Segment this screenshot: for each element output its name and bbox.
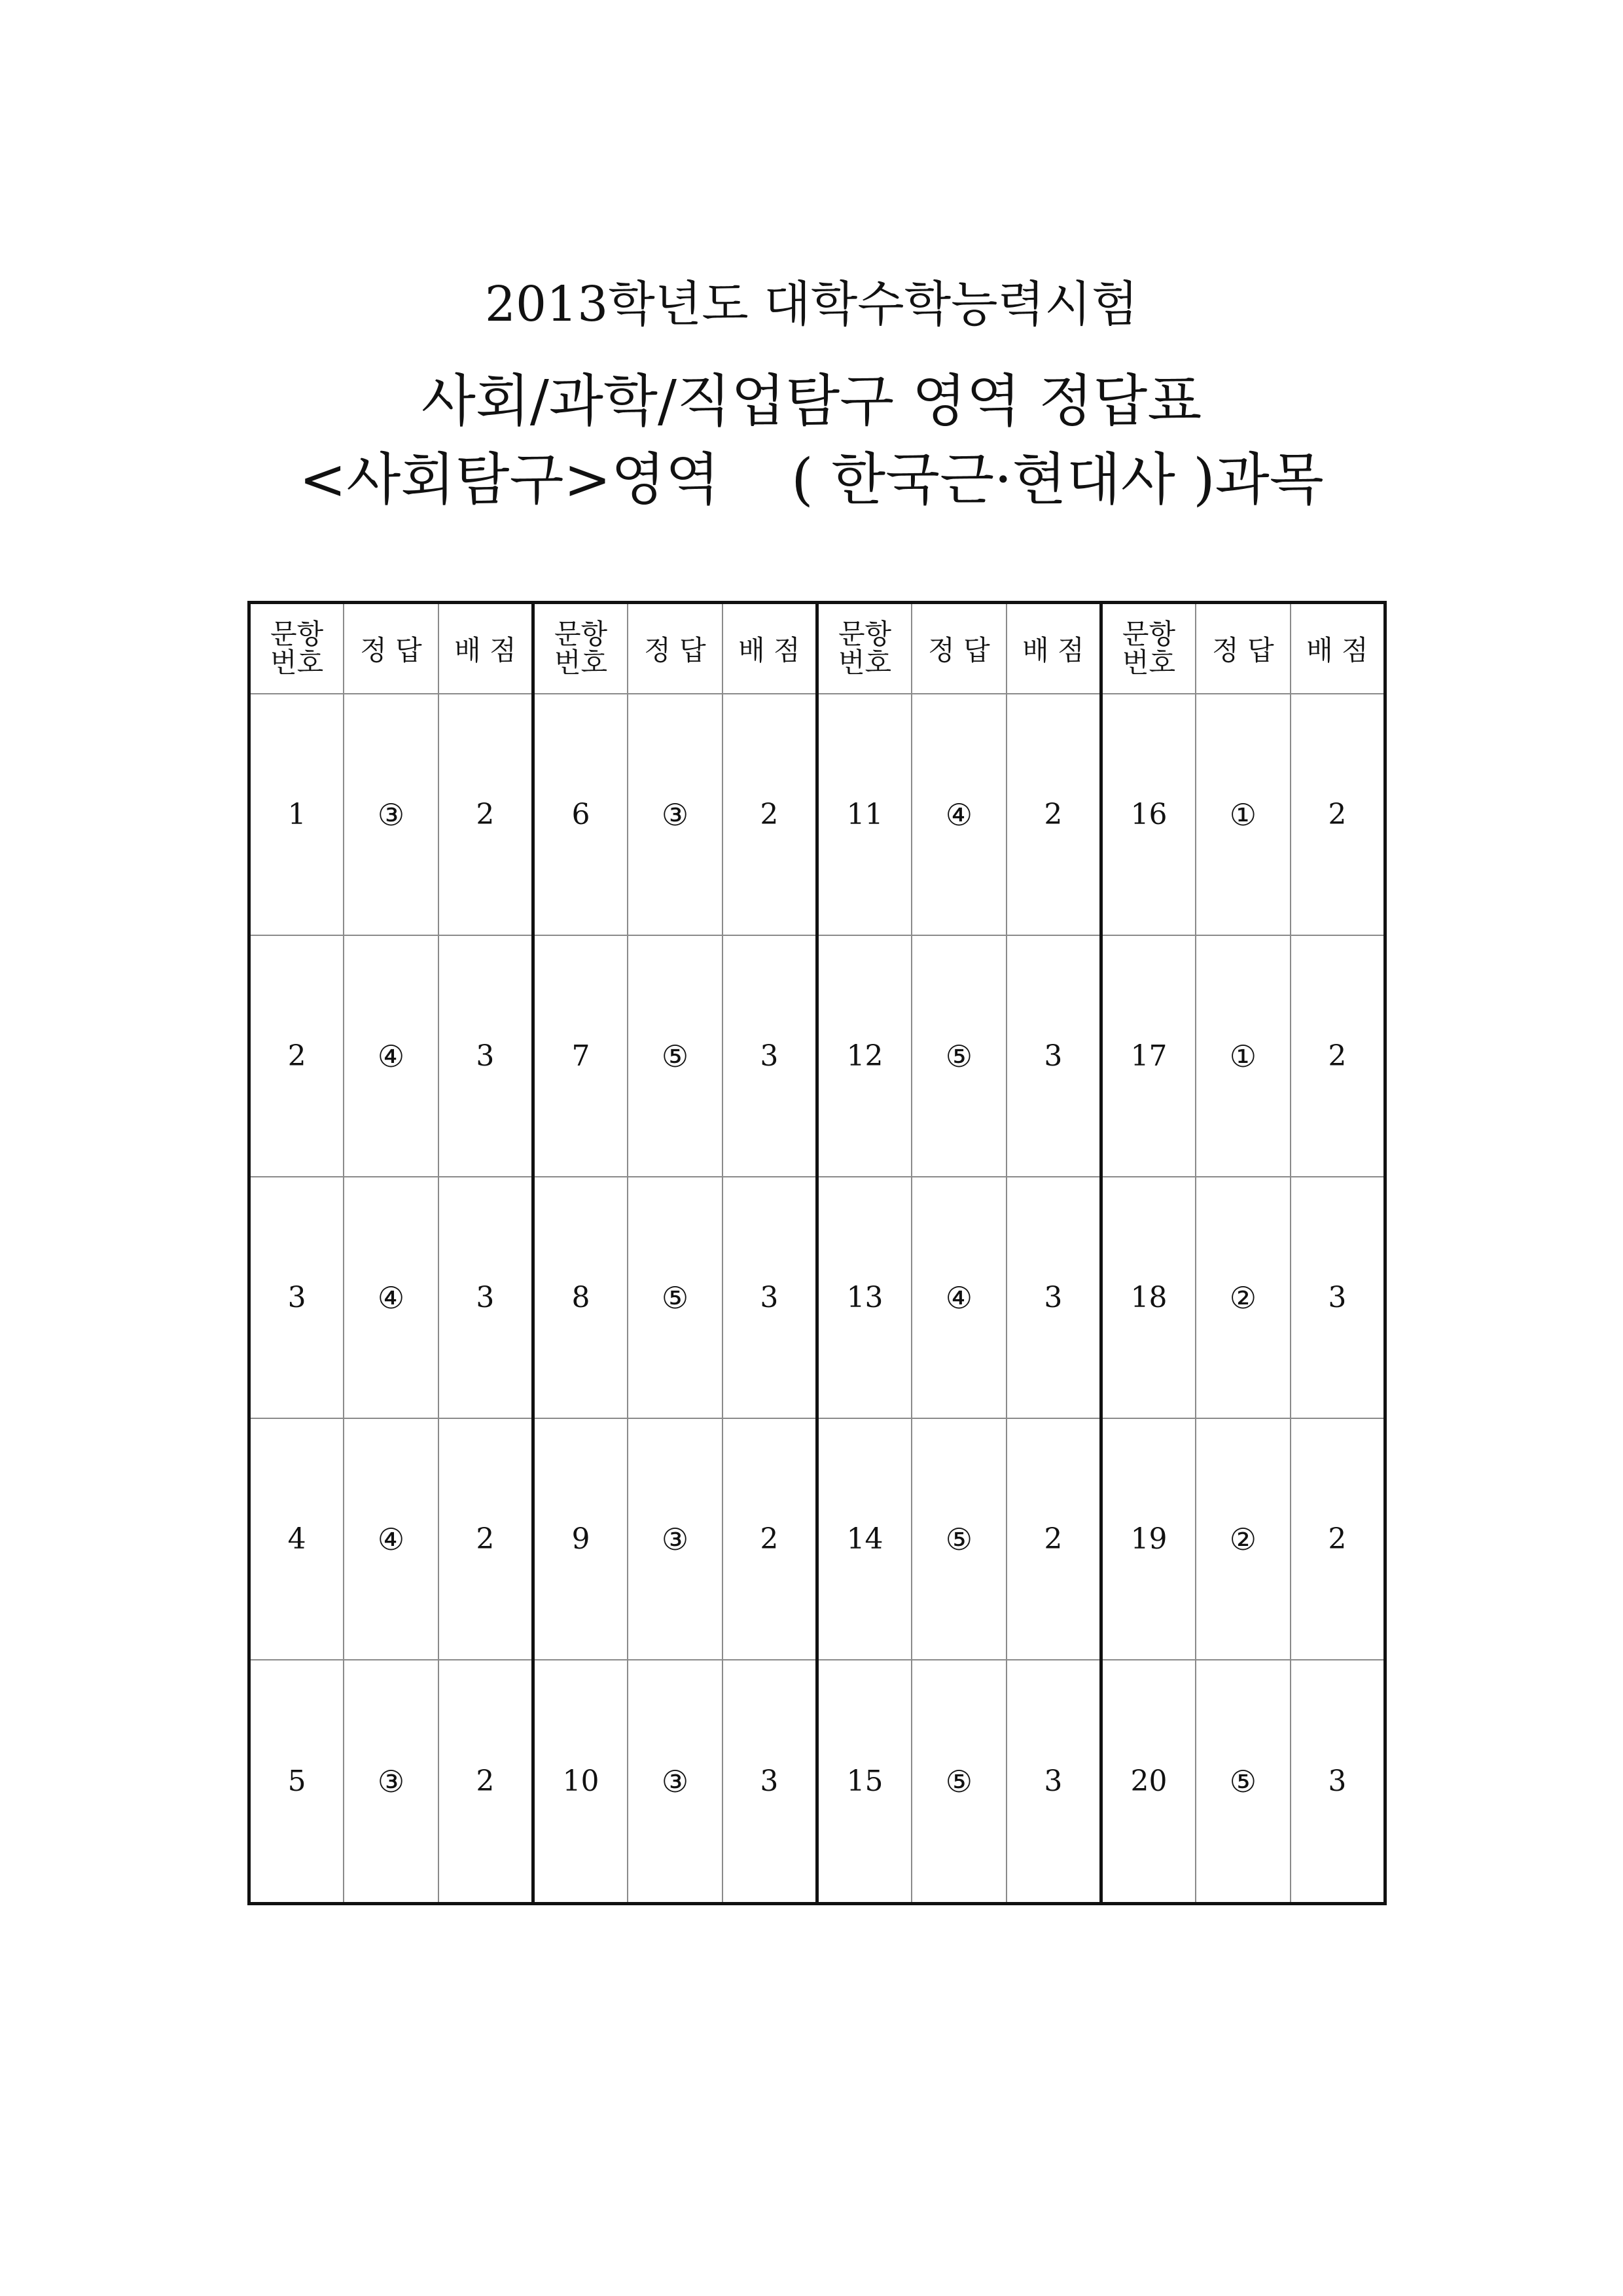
question-number: 9 <box>533 1418 628 1660</box>
answer-header: 정 답 <box>344 603 438 694</box>
question-number-header: 문항 번호 <box>533 603 628 694</box>
question-number: 10 <box>533 1660 628 1903</box>
answer-choice: ③ <box>344 694 438 935</box>
score-header: 배 점 <box>438 603 533 694</box>
question-number: 2 <box>249 935 344 1177</box>
score: 3 <box>1007 1177 1101 1418</box>
score: 3 <box>722 1660 817 1903</box>
answer-choice: ① <box>1196 694 1291 935</box>
answer-header: 정 답 <box>912 603 1007 694</box>
score: 2 <box>438 1418 533 1660</box>
answer-header: 정 답 <box>628 603 722 694</box>
question-number: 15 <box>817 1660 912 1903</box>
answer-choice: ⑤ <box>1196 1660 1291 1903</box>
score: 2 <box>722 694 817 935</box>
subject-line: <사회탐구>영역 ( 한국근·현대사 )과목 <box>299 447 1324 512</box>
answer-choice: ③ <box>344 1660 438 1903</box>
question-number: 7 <box>533 935 628 1177</box>
score: 3 <box>438 1177 533 1418</box>
score: 2 <box>1291 935 1385 1177</box>
answer-key-table <box>247 601 1387 1905</box>
score-header: 배 점 <box>722 603 817 694</box>
question-number: 8 <box>533 1177 628 1418</box>
table-row <box>249 1660 1385 1903</box>
answer-choice: ③ <box>628 1660 722 1903</box>
exam-title: 2013학년도 대학수학능력시험 <box>484 276 1139 332</box>
question-number: 14 <box>817 1418 912 1660</box>
question-number-header: 문항 번호 <box>249 603 344 694</box>
question-number: 20 <box>1101 1660 1196 1903</box>
answer-choice: ④ <box>912 1177 1007 1418</box>
answer-choice: ④ <box>912 694 1007 935</box>
score: 2 <box>722 1418 817 1660</box>
question-number: 18 <box>1101 1177 1196 1418</box>
score-header: 배 점 <box>1291 603 1385 694</box>
score: 2 <box>1007 1418 1101 1660</box>
score: 3 <box>438 935 533 1177</box>
answer-choice: ⑤ <box>912 1418 1007 1660</box>
score: 2 <box>1291 694 1385 935</box>
answer-choice: ② <box>1196 1418 1291 1660</box>
table-header-row <box>249 603 1385 694</box>
score: 2 <box>438 1660 533 1903</box>
answer-choice: ⑤ <box>628 1177 722 1418</box>
question-number-header: 문항 번호 <box>1101 603 1196 694</box>
score: 2 <box>1291 1418 1385 1660</box>
answer-choice: ① <box>1196 935 1291 1177</box>
question-number-header: 문항 번호 <box>817 603 912 694</box>
table-row <box>249 1177 1385 1418</box>
score: 3 <box>1291 1660 1385 1903</box>
question-number: 1 <box>249 694 344 935</box>
answer-choice: ④ <box>344 935 438 1177</box>
score: 2 <box>438 694 533 935</box>
score: 2 <box>1007 694 1101 935</box>
answer-choice: ④ <box>344 1418 438 1660</box>
answer-choice: ⑤ <box>628 935 722 1177</box>
question-number: 6 <box>533 694 628 935</box>
question-number: 11 <box>817 694 912 935</box>
answer-choice: ⑤ <box>912 935 1007 1177</box>
question-number: 12 <box>817 935 912 1177</box>
score: 3 <box>1291 1177 1385 1418</box>
score: 3 <box>1007 1660 1101 1903</box>
question-number: 13 <box>817 1177 912 1418</box>
answer-header: 정 답 <box>1196 603 1291 694</box>
score: 3 <box>722 1177 817 1418</box>
question-number: 19 <box>1101 1418 1196 1660</box>
score: 3 <box>1007 935 1101 1177</box>
answer-choice: ③ <box>628 1418 722 1660</box>
answer-key-title: 사회/과학/직업탐구 영역 정답표 <box>421 368 1202 434</box>
answer-choice: ④ <box>344 1177 438 1418</box>
score-header: 배 점 <box>1007 603 1101 694</box>
answer-choice: ③ <box>628 694 722 935</box>
answer-choice: ⑤ <box>912 1660 1007 1903</box>
score: 3 <box>722 935 817 1177</box>
question-number: 17 <box>1101 935 1196 1177</box>
question-number: 5 <box>249 1660 344 1903</box>
table-row <box>249 1418 1385 1660</box>
table-row <box>249 935 1385 1177</box>
question-number: 4 <box>249 1418 344 1660</box>
answer-choice: ② <box>1196 1177 1291 1418</box>
question-number: 16 <box>1101 694 1196 935</box>
question-number: 3 <box>249 1177 344 1418</box>
table-row <box>249 694 1385 935</box>
